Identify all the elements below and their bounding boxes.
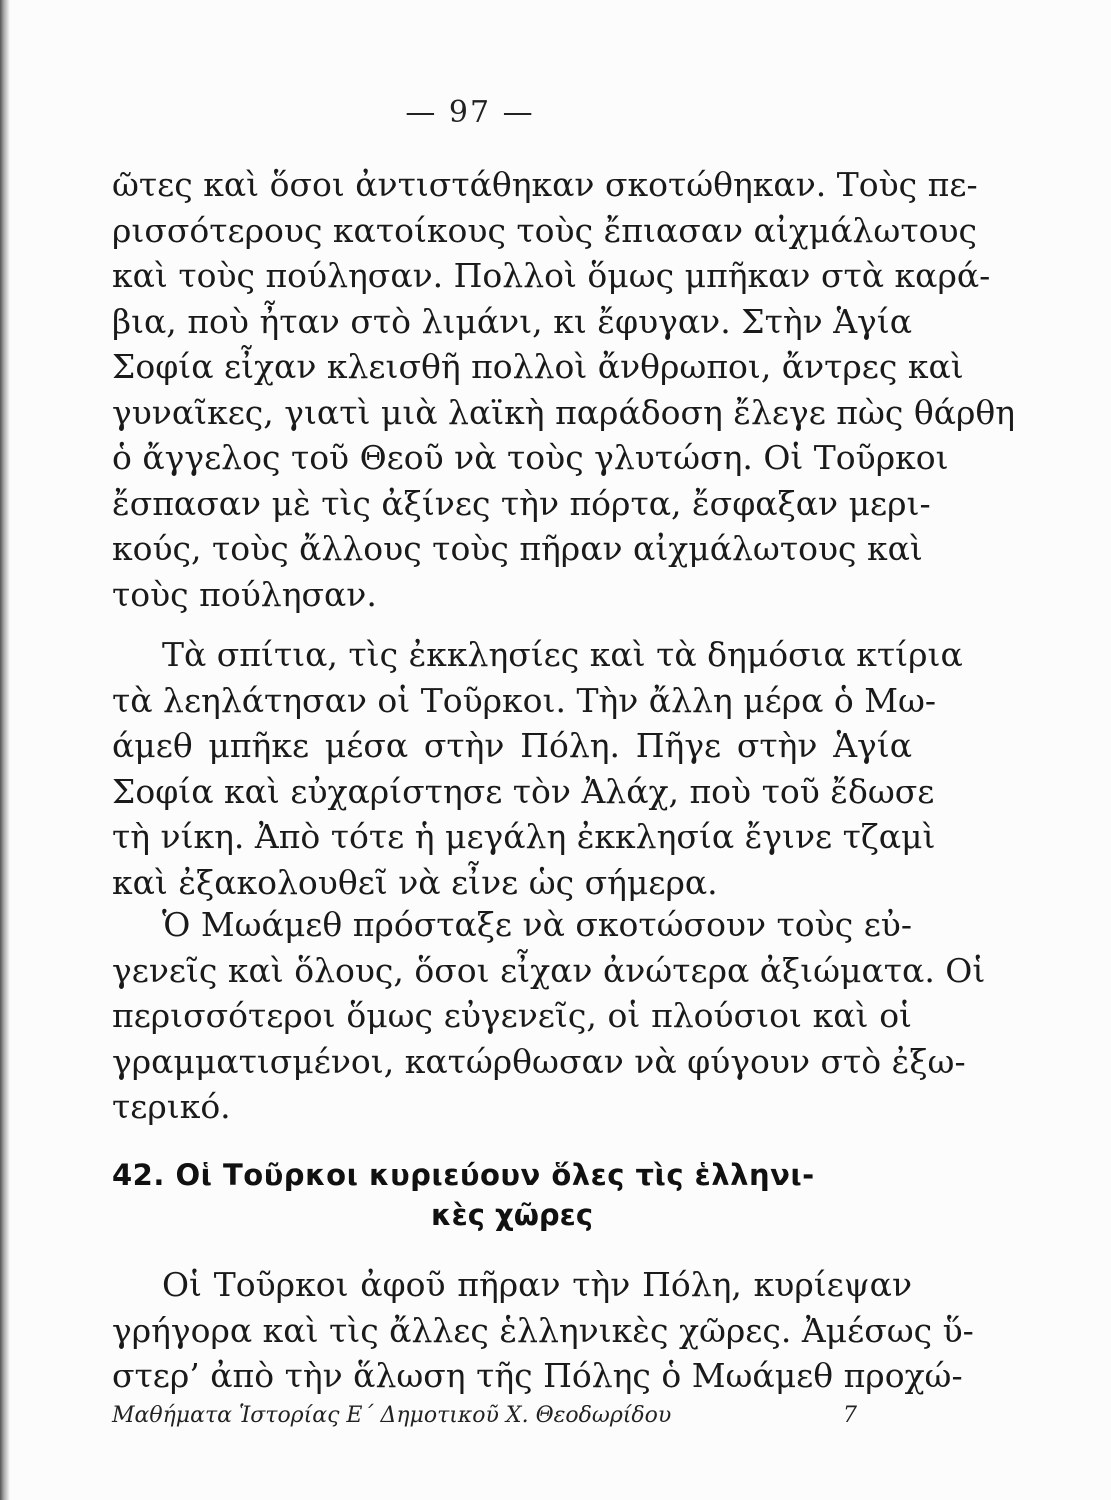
text-line: γυναῖκες, γιατὶ μιὰ λαϊκὴ παράδοση ἔλεγε πὼς θάρθη bbox=[112, 392, 1016, 432]
text-line: ῶτες καὶ ὅσοι ἀντιστάθηκαν σκοτώθηκαν. Τοὺς πε- bbox=[112, 165, 978, 204]
text-line: τερικό. bbox=[112, 1087, 231, 1126]
text-line: ὁ ἄγγελος τοῦ Θεοῦ νὰ τοὺς γλυτώση. Οἱ Τοῦρκοι bbox=[112, 438, 949, 477]
text-line: Τὰ σπίτια, τὶς ἐκκλησίες καὶ τὰ δημόσια κτίρια bbox=[162, 635, 963, 674]
text-line: Οἱ Τοῦρκοι ἀφοῦ πῆραν τὴν Πόλη, κυρίεψαν bbox=[162, 1265, 912, 1304]
text-line: τὰ λεηλάτησαν οἱ Τοῦρκοι. Τὴν ἄλλη μέρα ὁ Μω- bbox=[112, 680, 937, 720]
text-line: Σοφία εἶχαν κλεισθῆ πολλοὶ ἄνθρωποι, ἄντρες καὶ bbox=[112, 347, 964, 386]
text-line: γενεῖς καὶ ὅλους, ὅσοι εἶχαν ἀνώτερα ἀξιώματα. Οἱ bbox=[112, 950, 986, 990]
page-number: — 97 — bbox=[405, 95, 535, 130]
section-heading bbox=[112, 1155, 912, 1235]
paragraph-4 bbox=[112, 1262, 974, 1399]
page-edge-shadow bbox=[0, 0, 10, 1500]
text-line: ρισσότερους κατοίκους τοὺς ἔπιασαν αἰχμάλωτους bbox=[112, 210, 977, 250]
paragraph-2 bbox=[112, 632, 963, 905]
text-line: καὶ τοὺς πούλησαν. Πολλοὶ ὅμως μπῆκαν στὰ καρά- bbox=[112, 256, 991, 295]
paragraph-1 bbox=[112, 162, 1016, 617]
text-line: τὴ νίκη. Ἀπὸ τότε ἡ μεγάλη ἐκκλησία ἔγινε τζαμὶ bbox=[112, 817, 936, 856]
section-heading-line-2: κὲς χῶρες bbox=[430, 1198, 594, 1232]
text-line: βια, ποὺ ἦταν στὸ λιμάνι, κι ἔφυγαν. Στὴν Ἁγία bbox=[112, 301, 912, 341]
page-footer bbox=[112, 1403, 857, 1428]
paragraph-3 bbox=[112, 902, 986, 1130]
text-line: άμεθ μπῆκε μέσα στὴν Πόλη. Πῆγε στὴν Ἁγία bbox=[112, 726, 912, 765]
footer-signature: Μαθήματα Ἱστορίας Ε΄ Δημοτικοῦ Χ. Θεοδωρίδου bbox=[112, 1403, 672, 1428]
text-line: γραμματισμένοι, κατώρθωσαν νὰ φύγουν στὸ ἐξω- bbox=[112, 1041, 966, 1081]
footer-sheet-number: 7 bbox=[843, 1403, 857, 1428]
text-line: τοὺς πούλησαν. bbox=[112, 574, 377, 614]
text-line: ἔσπασαν μὲ τὶς ἀξίνες τὴν πόρτα, ἔσφαξαν μερι- bbox=[112, 483, 931, 523]
text-line: στερ’ ἀπὸ τὴν ἅλωση τῆς Πόλης ὁ Μωάμεθ προχώ- bbox=[112, 1356, 963, 1395]
text-line: κούς, τοὺς ἄλλους τοὺς πῆραν αἰχμάλωτους καὶ bbox=[112, 529, 923, 568]
text-line: περισσότεροι ὅμως εὐγενεῖς, οἱ πλούσιοι καὶ οἱ bbox=[112, 996, 912, 1035]
section-heading-line-1: 42. Οἱ Τοῦρκοι κυριεύουν ὅλες τὶς ἑλληνι- bbox=[112, 1158, 815, 1192]
text-line: καὶ ἐξακολουθεῖ νὰ εἶνε ὡς σήμερα. bbox=[112, 862, 718, 902]
text-line: Σοφία καὶ εὐχαρίστησε τὸν Ἀλάχ, ποὺ τοῦ ἔδωσε bbox=[112, 771, 935, 811]
text-line: γρήγορα καὶ τὶς ἄλλες ἑλληνικὲς χῶρες. Ἀμέσως ὕ- bbox=[112, 1310, 974, 1350]
text-line: Ὁ Μωάμεθ πρόσταξε νὰ σκοτώσουν τοὺς εὐ- bbox=[162, 905, 913, 944]
